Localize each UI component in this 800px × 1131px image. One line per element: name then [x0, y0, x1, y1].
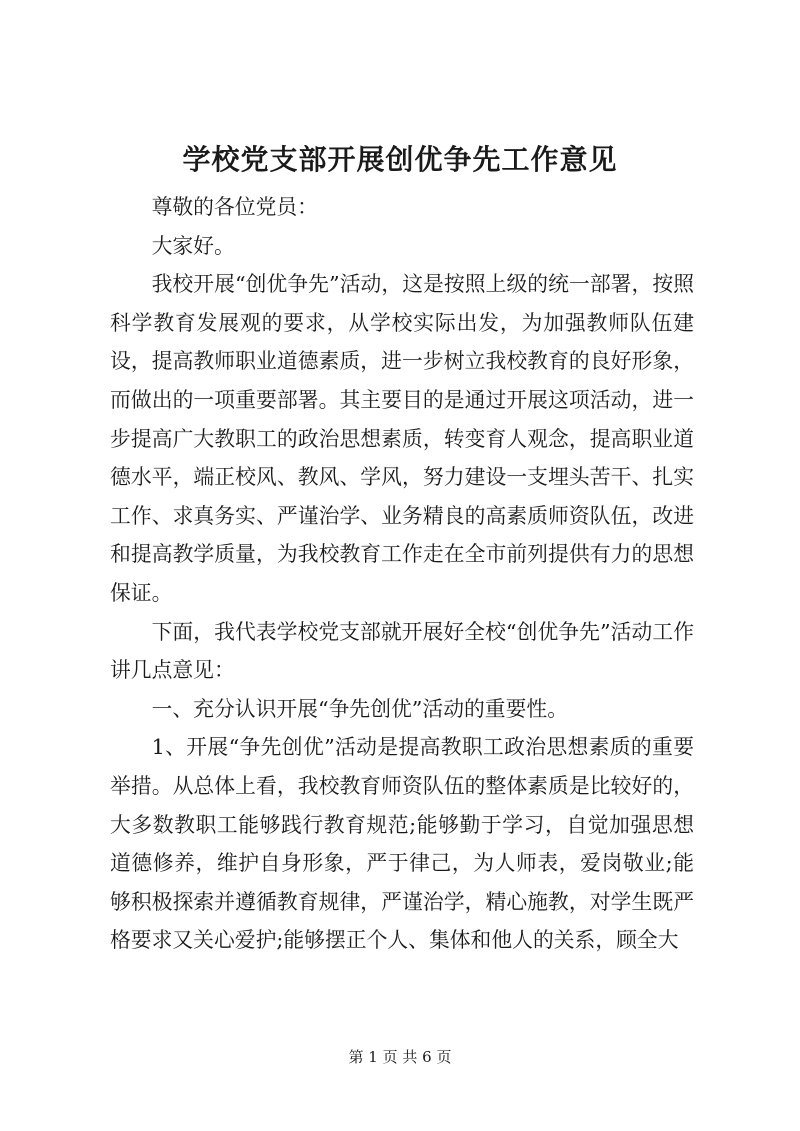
- page-footer: 第 1 页 共 6 页: [348, 1048, 452, 1066]
- paragraph-greeting: 大家好。: [151, 233, 235, 258]
- document-title: 学校党支部开展创优争先工作意见: [182, 143, 618, 176]
- paragraph-intro: 我校开展“创优争先”活动，这是按照上级的统一部署，按照科学教育发展观的要求，从学校实际出发，为加强教师队伍建设，提高教师职业道德素质，进一步树立我校教育的良好形象，而做出的一项重要部署。其主要目的是通过开展这项活动，进一步提高广大教职工的政治思想素质，转变育人观念，提高职业道德水平，端正校风、教风、学风，努力建设一支埋头苦干、扎实工作、求真务实、严谨治学、业务精良的高素质师资队伍，改进和提高教学质量，为我校教育工作走在全市前列提供有力的思想保证。: [110, 272, 694, 605]
- paragraph-salutation: 尊敬的各位党员：: [151, 195, 318, 219]
- section-heading-1: 一、充分认识开展“争先创优”活动的重要性。: [151, 696, 568, 721]
- paragraph-point-1: 1、开展“争先创优”活动是提高教职工政治思想素质的重要举措。从总体上看，我校教育师资队伍的整体素质是比较好的，大多数教职工能够践行教育规范;能够勤于学习，自觉加强思想道德修养，维护自身形象，严于律己，为人师表，爱岗敬业;能够积极探索并遵循教育规律，严谨治学，精心施教，对学生既严格要求又关心爱护;能够摆正个人、集体和他人的关系，顾全大: [110, 735, 694, 953]
- document-body: [110, 188, 694, 960]
- paragraph-opinions-lead: 下面，我代表学校党支部就开展好全校“创优争先”活动工作讲几点意见：: [110, 619, 694, 683]
